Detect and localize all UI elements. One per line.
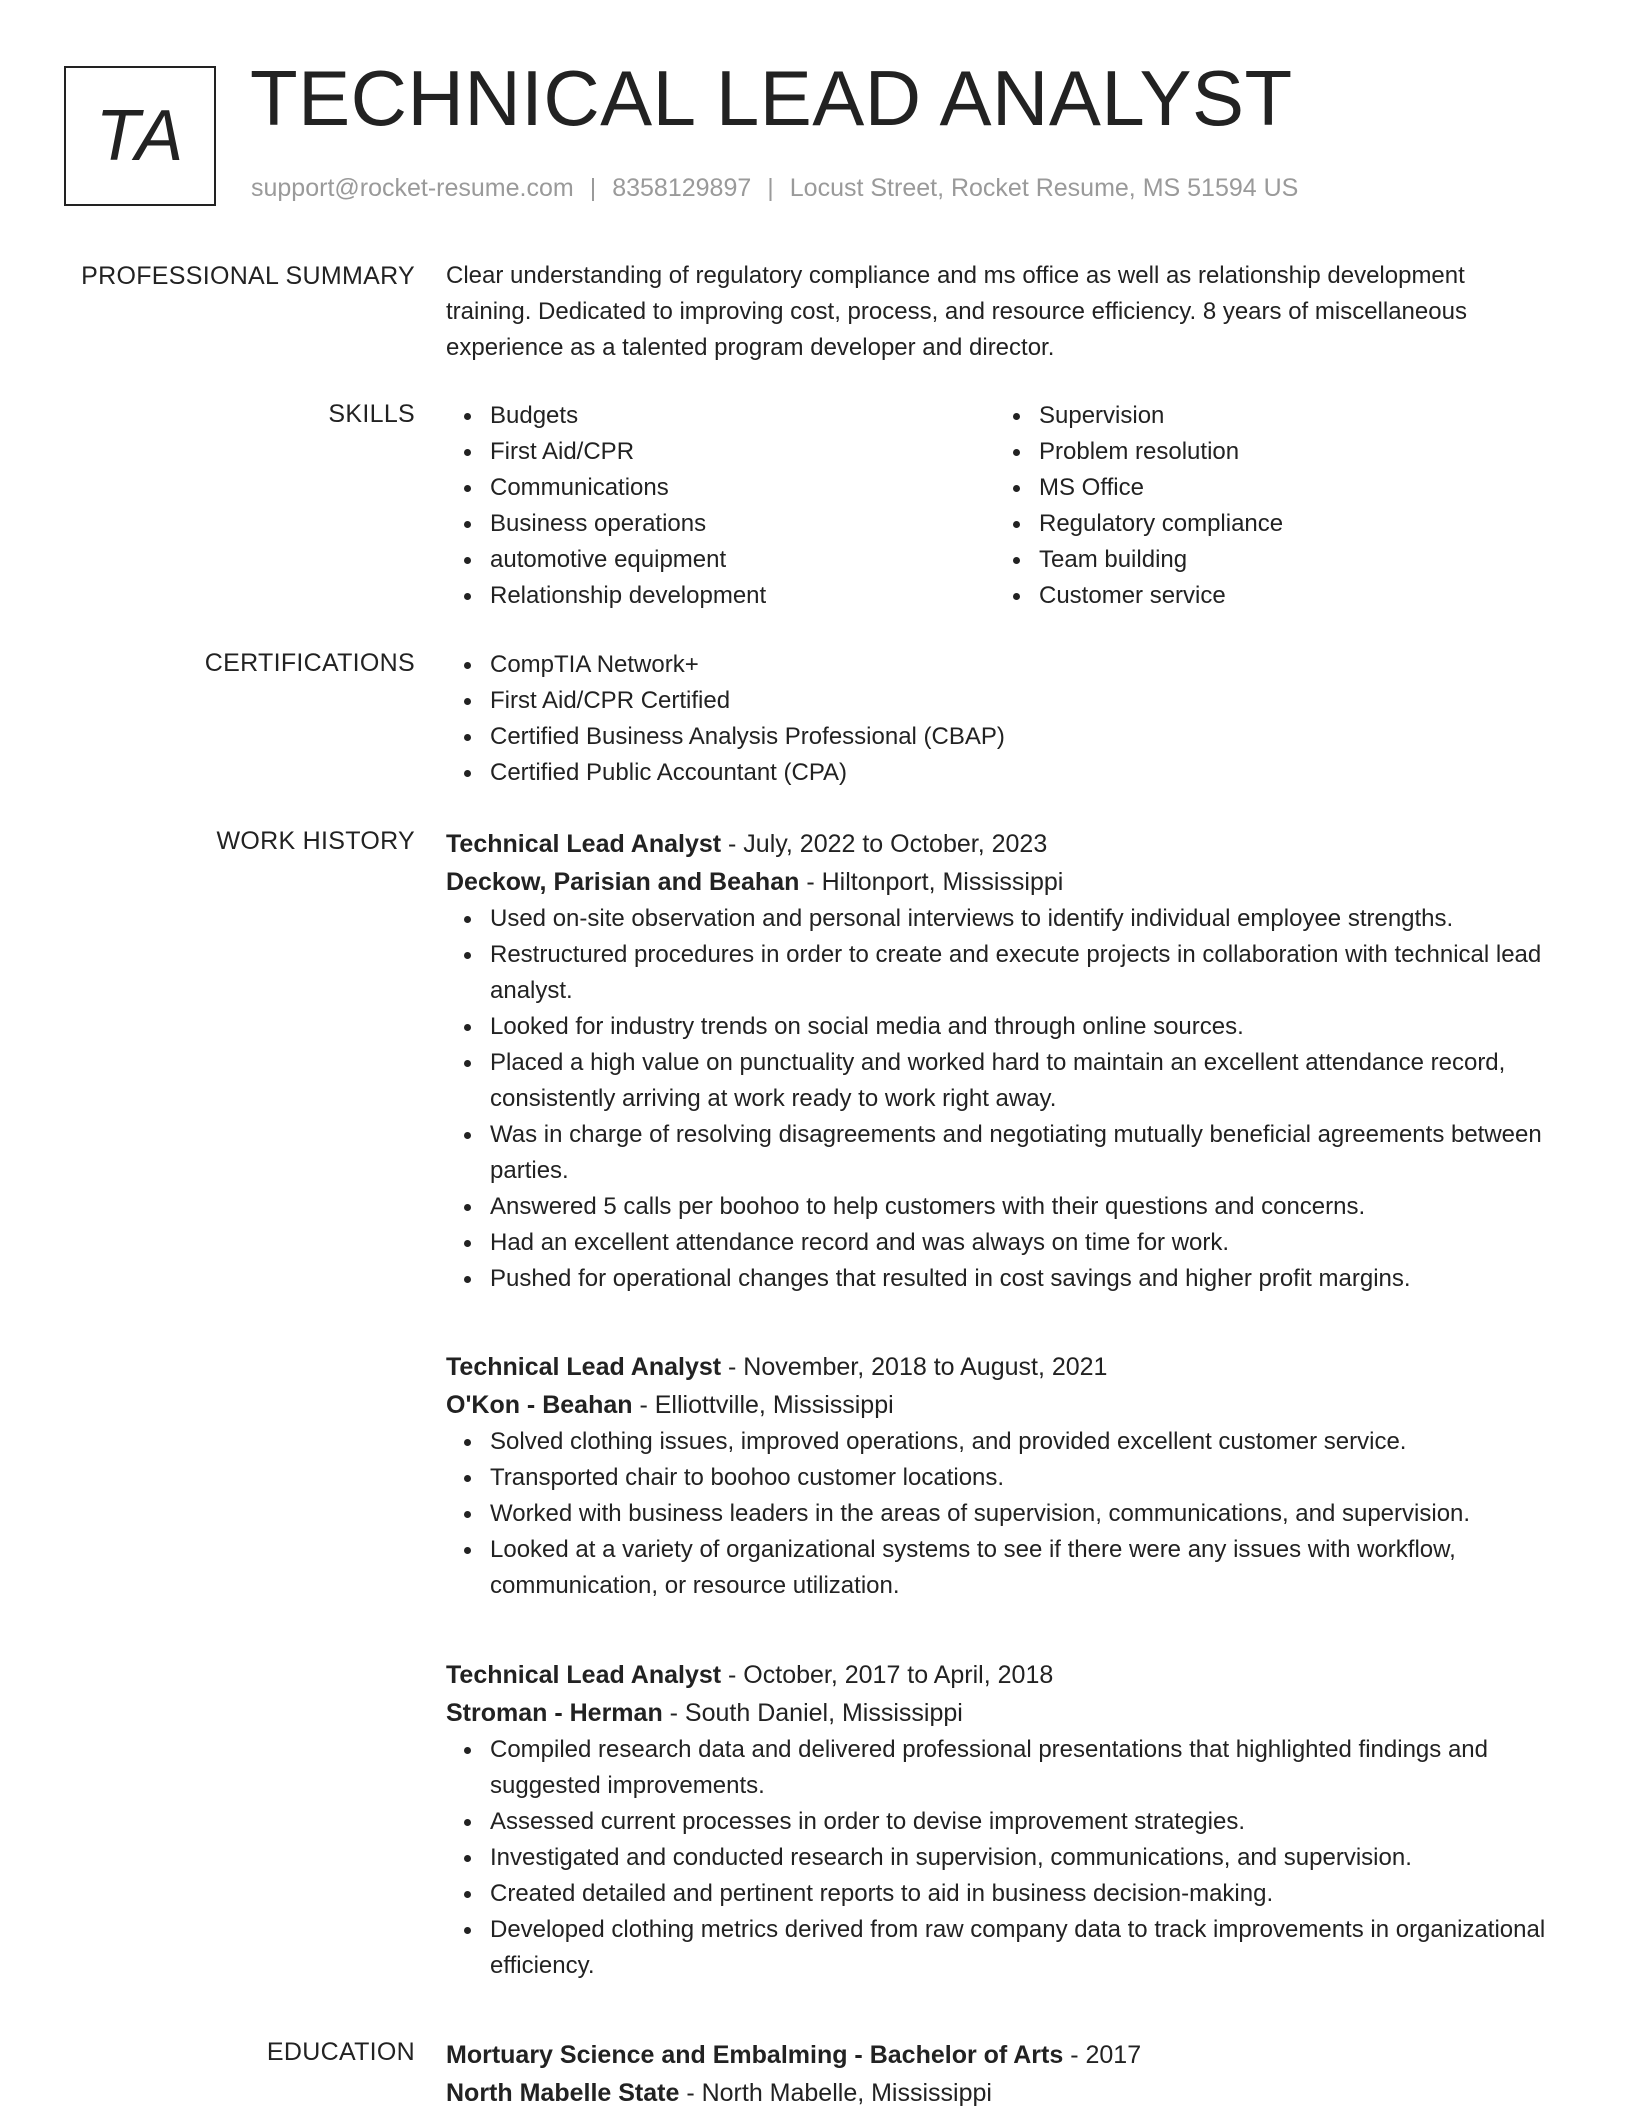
job-bullet: Investigated and conducted research in supervision, communications, and supervision. <box>490 1840 1546 1876</box>
contact-separator: | <box>767 174 774 202</box>
skill-item: Budgets <box>490 398 995 434</box>
contact-email: support@rocket-resume.com <box>251 174 574 202</box>
job-title-line <box>446 825 1546 863</box>
job-bullet: Used on-site observation and personal interviews to identify individual employee strengths. <box>490 901 1546 937</box>
job-bullet: Assessed current processes in order to devise improvement strategies. <box>490 1804 1546 1840</box>
job-bullet: Restructured procedures in order to create and execute projects in collaboration with technical lead analyst. <box>490 937 1546 1009</box>
job-dates: - July, 2022 to October, 2023 <box>721 830 1048 858</box>
skill-item: Supervision <box>1039 398 1544 434</box>
job-location: - Hiltonport, Mississippi <box>799 868 1064 896</box>
job-dates: - October, 2017 to April, 2018 <box>721 1661 1054 1689</box>
skill-item: automotive equipment <box>490 542 995 578</box>
education-degree-line <box>446 2036 1546 2074</box>
job-bullet: Looked at a variety of organizational systems to see if there were any issues with workflow, communication, or resource utilization. <box>490 1532 1546 1604</box>
job-entry <box>446 1348 1546 1604</box>
certification-item: First Aid/CPR Certified <box>490 683 1546 719</box>
job-entry <box>446 825 1546 1297</box>
job-bullet: Looked for industry trends on social media and through online sources. <box>490 1009 1546 1045</box>
certification-item: Certified Business Analysis Professional (CBAP) <box>490 719 1546 755</box>
contact-address: Locust Street, Rocket Resume, MS 51594 US <box>789 174 1299 202</box>
job-location: - South Daniel, Mississippi <box>662 1699 963 1727</box>
monogram-initials: TA <box>64 66 216 206</box>
skill-item: Customer service <box>1039 578 1544 614</box>
job-company: O'Kon - Beahan <box>446 1391 633 1419</box>
job-bullet: Created detailed and pertinent reports to aid in business decision-making. <box>490 1876 1546 1912</box>
job-company: Stroman - Herman <box>446 1699 663 1727</box>
job-title: Technical Lead Analyst <box>446 1353 722 1381</box>
skill-item: Business operations <box>490 506 995 542</box>
job-bullets <box>446 901 1546 1297</box>
skill-item: Communications <box>490 470 995 506</box>
job-title: Technical Lead Analyst <box>446 1661 722 1689</box>
job-bullets <box>446 1424 1546 1604</box>
contact-phone: 8358129897 <box>612 174 752 202</box>
skills-list-right <box>995 398 1544 614</box>
skills-list-left <box>446 398 995 614</box>
contact-line <box>251 174 1298 203</box>
contact-separator: | <box>589 174 597 202</box>
page-title: TECHNICAL LEAD ANALYST <box>250 54 1293 142</box>
skill-item: First Aid/CPR <box>490 434 995 470</box>
job-title: Technical Lead Analyst <box>446 830 722 858</box>
skill-item: Team building <box>1039 542 1544 578</box>
job-company-line <box>446 1694 1546 1732</box>
skill-item: Regulatory compliance <box>1039 506 1544 542</box>
certifications-label: CERTIFICATIONS <box>204 649 415 677</box>
job-bullet: Compiled research data and delivered professional presentations that highlighted findings and suggested improvements. <box>490 1732 1546 1804</box>
education-body <box>446 2036 1546 2112</box>
job-entry <box>446 1656 1546 1984</box>
skill-item: Problem resolution <box>1039 434 1544 470</box>
job-bullet: Solved clothing issues, improved operations, and provided excellent customer service. <box>490 1424 1546 1460</box>
education-school-line <box>446 2074 1546 2112</box>
job-bullet: Developed clothing metrics derived from raw company data to track improvements in organizational efficiency. <box>490 1912 1546 1984</box>
job-bullets <box>446 1732 1546 1984</box>
education-year: - 2017 <box>1063 2041 1142 2069</box>
education-label: EDUCATION <box>266 2038 415 2066</box>
job-bullet: Pushed for operational changes that resulted in cost savings and higher profit margins. <box>490 1261 1546 1297</box>
job-dates: - November, 2018 to August, 2021 <box>721 1353 1108 1381</box>
summary-label: PROFESSIONAL SUMMARY <box>81 262 415 290</box>
job-title-line <box>446 1348 1546 1386</box>
work-history-label: WORK HISTORY <box>216 827 415 855</box>
job-bullet: Was in charge of resolving disagreements and negotiating mutually beneficial agreements between parties. <box>490 1117 1546 1189</box>
job-bullet: Answered 5 calls per boohoo to help customers with their questions and concerns. <box>490 1189 1546 1225</box>
summary-text: Clear understanding of regulatory compliance and ms office as well as relationship development training. Dedicated to improving cost, process, and resource efficiency. 8 years of miscellaneous experience as a talented program developer and director. <box>446 262 1467 361</box>
certification-item: Certified Public Accountant (CPA) <box>490 755 1546 791</box>
skills-body <box>446 398 1546 614</box>
skill-item: MS Office <box>1039 470 1544 506</box>
job-company-line <box>446 1386 1546 1424</box>
certification-item: CompTIA Network+ <box>490 647 1546 683</box>
job-bullet: Worked with business leaders in the areas of supervision, communications, and supervision. <box>490 1496 1546 1532</box>
job-bullet: Transported chair to boohoo customer locations. <box>490 1460 1546 1496</box>
job-company: Deckow, Parisian and Beahan <box>446 868 800 896</box>
summary-body <box>446 258 1546 366</box>
certifications-body <box>446 647 1546 791</box>
skills-label: SKILLS <box>328 400 415 428</box>
job-title-line <box>446 1656 1546 1694</box>
job-bullet: Placed a high value on punctuality and worked hard to maintain an excellent attendance record, consistently arriving at work ready to work right away. <box>490 1045 1546 1117</box>
job-bullet: Had an excellent attendance record and was always on time for work. <box>490 1225 1546 1261</box>
skill-item: Relationship development <box>490 578 995 614</box>
job-location: - Elliottville, Mississippi <box>632 1391 894 1419</box>
education-degree: Mortuary Science and Embalming - Bachelor of Arts <box>446 2041 1064 2069</box>
education-school: North Mabelle State <box>446 2079 680 2107</box>
certifications-list <box>446 647 1546 791</box>
job-company-line <box>446 863 1546 901</box>
education-location: - North Mabelle, Mississippi <box>679 2079 992 2107</box>
